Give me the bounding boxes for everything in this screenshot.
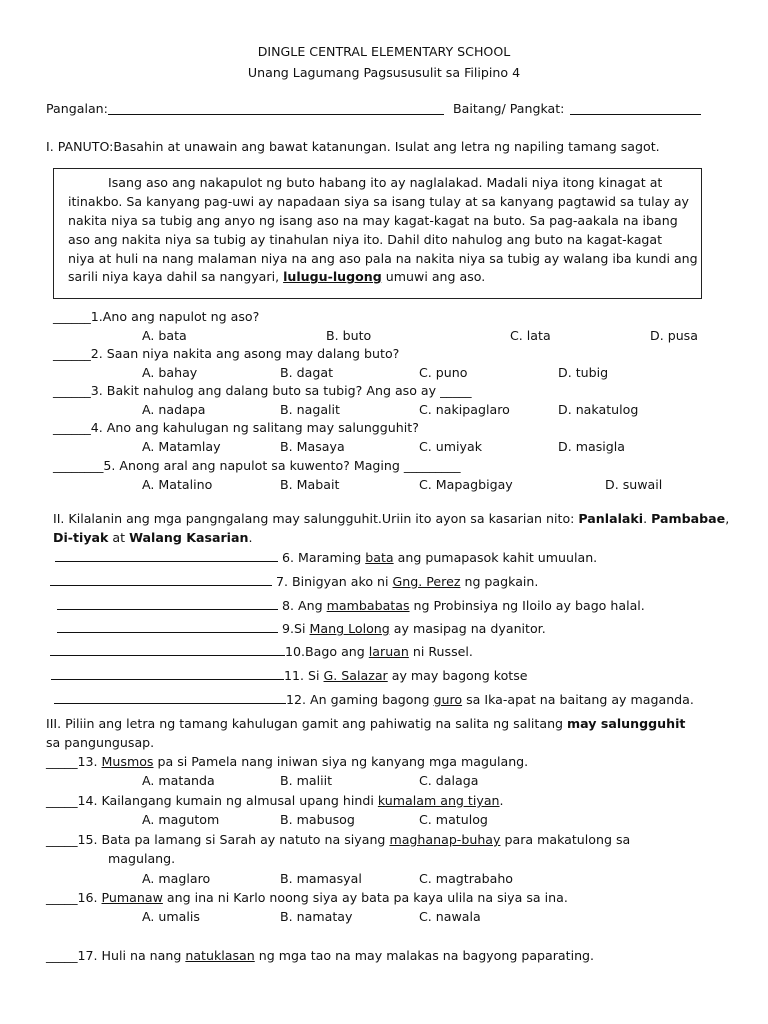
- part2-instruction: [53, 511, 729, 526]
- choice-a: A. maglaro: [142, 871, 211, 886]
- underlined-noun: bata: [365, 550, 394, 565]
- category-panlalaki: Panlalaki: [578, 511, 644, 526]
- question-text: 16.: [77, 890, 102, 905]
- underlined-noun: Mang Lolong: [309, 621, 390, 636]
- choice-a: A. umalis: [142, 909, 200, 924]
- part2-instruction-line2: [53, 530, 252, 545]
- item-text: ni Russel.: [408, 644, 473, 659]
- part3-instruction: [46, 716, 685, 731]
- choice-c: C. nawala: [419, 909, 481, 924]
- choice-a: A. bahay: [142, 365, 198, 380]
- choice-a: A. Matalino: [142, 477, 213, 492]
- item-12: [54, 691, 694, 707]
- item-7: [50, 573, 538, 589]
- item-text: ang pumapasok kahit umuulan.: [393, 550, 598, 565]
- underlined-word: Pumanaw: [101, 890, 163, 905]
- instruction-bold: may salungguhit: [567, 716, 686, 731]
- question-2: [53, 346, 399, 361]
- passage-line: Isang aso ang nakapulot ng buto habang ito ay naglalakad. Madali niya itong kinagat at: [108, 175, 663, 190]
- choice-b: B. maliit: [280, 773, 333, 788]
- choice-a: A. bata: [142, 328, 187, 343]
- question-text: 15. Bata pa lamang si Sarah ay natuto na siyang: [77, 832, 390, 847]
- underlined-noun: mambabatas: [326, 598, 410, 613]
- exam-title: Unang Lagumang Pagsususulit sa Filipino 4: [247, 65, 521, 80]
- question-text: 14. Kailangang kumain ng almusal upang hindi: [77, 793, 378, 808]
- choice-c: C. puno: [419, 365, 468, 380]
- question-text: ng mga tao na may malakas na bagyong paparating.: [254, 948, 595, 963]
- instruction-text: III. Piliin ang letra ng tamang kahulugan gamit ang pahiwatig na salita ng salitang: [46, 716, 568, 731]
- choice-b: B. Masaya: [280, 439, 345, 454]
- question-text: pa si Pamela nang iniwan siya ng kanyang mga magulang.: [153, 754, 529, 769]
- question-text: 3. Bakit nahulog ang dalang buto sa tubig? Ang aso ay _____: [90, 383, 472, 398]
- instruction-text: II. Kilalanin ang mga pangngalang may salungguhit.Uriin ito ayon sa kasarian nito:: [53, 511, 579, 526]
- item-text: 9.Si: [278, 621, 310, 636]
- choice-a: A. matanda: [142, 773, 215, 788]
- choice-c: C. umiyak: [419, 439, 483, 454]
- question-text: 2. Saan niya nakita ang asong may dalang buto?: [90, 346, 400, 361]
- period: .: [248, 530, 253, 545]
- answer-line[interactable]: [51, 667, 284, 680]
- item-text: 12. An gaming bagong: [286, 692, 434, 707]
- item-text: 7. Binigyan ako ni: [272, 574, 393, 589]
- choice-c: C. nakipaglaro: [419, 402, 510, 417]
- question-17: [46, 948, 594, 963]
- choice-b: B. buto: [326, 328, 372, 343]
- answer-blank[interactable]: _____: [46, 754, 78, 769]
- choice-b: B. namatay: [280, 909, 353, 924]
- underlined-noun: G. Salazar: [323, 668, 388, 683]
- choice-c: C. magtrabaho: [419, 871, 514, 886]
- item-text: 8. Ang: [278, 598, 327, 613]
- item-9: [57, 620, 546, 636]
- item-text: ng Probinsiya ng Iloilo ay bago halal.: [409, 598, 645, 613]
- answer-line[interactable]: [50, 643, 285, 656]
- choice-d: D. pusa: [650, 328, 698, 343]
- question-text: 5. Anong aral ang napulot sa kuwento? Maging _________: [103, 458, 461, 473]
- item-10: [50, 643, 473, 659]
- part1-instruction: I. PANUTO:Basahin at unawain ang bawat katanungan. Isulat ang letra ng napiling tamang sagot.: [46, 139, 660, 154]
- answer-blank[interactable]: ______: [53, 346, 91, 361]
- choice-b: B. mamasyal: [280, 871, 362, 886]
- answer-blank[interactable]: ______: [53, 309, 91, 324]
- question-13: [46, 754, 528, 769]
- question-text: .: [499, 793, 504, 808]
- choice-c: C. dalaga: [419, 773, 479, 788]
- answer-blank[interactable]: _____: [46, 832, 78, 847]
- question-text: ang ina ni Karlo noong siya ay bata pa kaya ulila na siya sa ina.: [162, 890, 568, 905]
- item-text: ay may bagong kotse: [387, 668, 528, 683]
- item-text: ay masipag na dyanitor.: [389, 621, 546, 636]
- separator: .: [643, 511, 652, 526]
- category-di-tiyak: Di-tiyak: [53, 530, 109, 545]
- answer-line[interactable]: [57, 620, 278, 633]
- question-3: [53, 383, 472, 398]
- passage-keyword: lulugu-lugong: [283, 269, 382, 284]
- category-walang-kasarian: Walang Kasarian: [129, 530, 249, 545]
- grade-field-line[interactable]: [570, 114, 701, 115]
- question-1: [53, 309, 259, 324]
- choice-d: D. masigla: [558, 439, 625, 454]
- underlined-noun: Gng. Perez: [392, 574, 461, 589]
- answer-line[interactable]: [57, 597, 278, 610]
- answer-blank[interactable]: _____: [46, 793, 78, 808]
- grade-field-label: Baitang/ Pangkat:: [453, 101, 565, 116]
- underlined-noun: laruan: [368, 644, 409, 659]
- item-8: [57, 597, 645, 613]
- choice-a: A. nadapa: [142, 402, 206, 417]
- question-15-line2: magulang.: [108, 851, 176, 866]
- question-4: [53, 420, 419, 435]
- category-pambabae: Pambabae: [651, 511, 726, 526]
- answer-line[interactable]: [55, 549, 278, 562]
- choice-a: A. magutom: [142, 812, 220, 827]
- underlined-word: natuklasan: [185, 948, 255, 963]
- underlined-word: maghanap-buhay: [389, 832, 501, 847]
- underlined-word: Musmos: [101, 754, 154, 769]
- item-11: [51, 667, 528, 683]
- choice-b: B. mabusog: [280, 812, 355, 827]
- name-field-label: Pangalan:: [46, 101, 108, 116]
- answer-blank[interactable]: ______: [53, 420, 91, 435]
- passage-line: niya at huli na nang malaman niya na ang aso pala na nakita niya sa tubig ay walang iba kundi ang: [68, 251, 698, 266]
- question-15: [46, 832, 630, 847]
- passage-text: sarili niya kaya dahil sa nangyari,: [68, 269, 284, 284]
- choice-d: D. tubig: [558, 365, 609, 380]
- question-text: 1.Ano ang napulot ng aso?: [90, 309, 260, 324]
- answer-blank[interactable]: _____: [46, 948, 78, 963]
- school-name: DINGLE CENTRAL ELEMENTARY SCHOOL: [257, 44, 511, 59]
- answer-line[interactable]: [54, 691, 286, 704]
- part3-instruction-line2: sa pangungusap.: [46, 735, 155, 750]
- passage-text: umuwi ang aso.: [381, 269, 486, 284]
- passage-line-last: [68, 269, 485, 284]
- underlined-word: kumalam ang tiyan: [377, 793, 500, 808]
- question-5: [53, 458, 461, 473]
- answer-blank[interactable]: _____: [46, 890, 78, 905]
- answer-line[interactable]: [50, 573, 272, 586]
- choice-a: A. Matamlay: [142, 439, 221, 454]
- connector: at: [108, 530, 130, 545]
- choice-b: B. Mabait: [280, 477, 340, 492]
- item-text: ng pagkain.: [460, 574, 539, 589]
- passage-line: itinakbo. Sa kanyang pag-uwi ay napadaan siya sa isang tulay at sa kanyang pagtawid sa tulay ay: [68, 194, 690, 209]
- choice-c: C. Mapagbigay: [419, 477, 513, 492]
- item-text: sa Ika-apat na baitang ay maganda.: [462, 692, 694, 707]
- question-text: 17. Huli na nang: [77, 948, 186, 963]
- choice-b: B. nagalit: [280, 402, 340, 417]
- name-field-line[interactable]: [108, 114, 444, 115]
- question-text: 13.: [77, 754, 102, 769]
- question-14: [46, 793, 504, 808]
- item-text: 11. Si: [284, 668, 324, 683]
- item-6: [55, 549, 597, 565]
- question-16: [46, 890, 568, 905]
- item-text: 10.Bago ang: [285, 644, 369, 659]
- question-text: 4. Ano ang kahulugan ng salitang may salungguhit?: [90, 420, 419, 435]
- choice-c: C. lata: [510, 328, 551, 343]
- separator: ,: [725, 511, 730, 526]
- choice-d: D. suwail: [605, 477, 663, 492]
- answer-blank[interactable]: ________: [53, 458, 104, 473]
- choice-c: C. matulog: [419, 812, 488, 827]
- answer-blank[interactable]: ______: [53, 383, 91, 398]
- choice-d: D. nakatulog: [558, 402, 639, 417]
- underlined-noun: guro: [433, 692, 463, 707]
- item-text: 6. Maraming: [278, 550, 366, 565]
- question-text: para makatulong sa: [500, 832, 631, 847]
- choice-b: B. dagat: [280, 365, 334, 380]
- passage-line: aso ang nakita niya sa tubig ay tinahulan niya ito. Dahil dito nahulog ang buto na kagat-kagat: [68, 232, 663, 247]
- passage-line: nakita niya sa tubig ang anyo ng isang aso na may kagat-kagat na buto. Sa pag-aakala na ibang: [68, 213, 678, 228]
